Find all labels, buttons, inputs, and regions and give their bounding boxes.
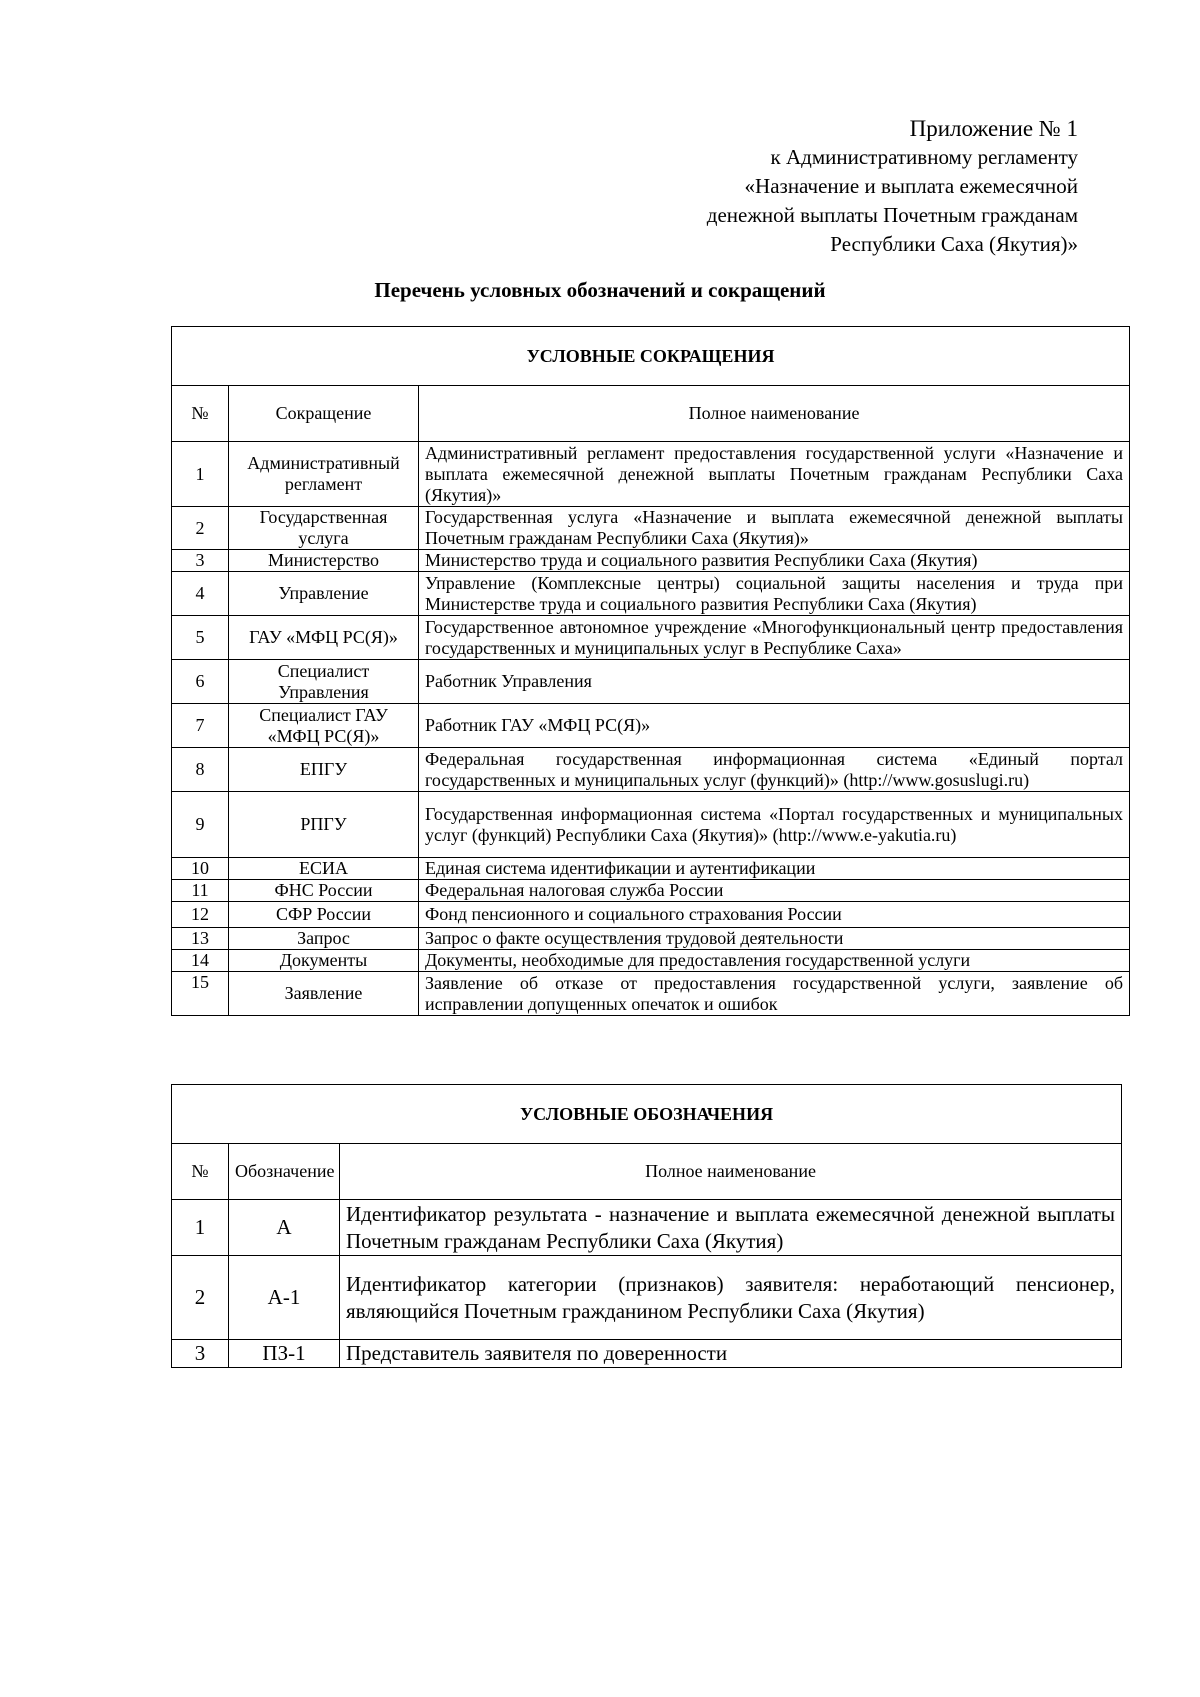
row-full-name: Идентификатор результата - назначение и выплата ежемесячной денежной выплаты Почетным гражданам Республики Саха (Якутия)	[340, 1200, 1122, 1256]
table-row	[172, 704, 1130, 748]
row-full-name: Государственная услуга «Назначение и выплата ежемесячной денежной выплаты Почетным гражданам Республики Саха (Якутия)»	[419, 507, 1130, 550]
table-row	[172, 442, 1130, 507]
row-full-name: Работник ГАУ «МФЦ РС(Я)»	[419, 704, 1130, 748]
table-row	[172, 1256, 1122, 1340]
row-number: 7	[172, 704, 229, 748]
table-row	[172, 792, 1130, 858]
row-abbreviation: Запрос	[229, 928, 419, 950]
table-row	[172, 660, 1130, 704]
header-line: к Административному регламенту	[770, 145, 1078, 169]
row-full-name: Министерство труда и социального развития Республики Саха (Якутия)	[419, 550, 1130, 572]
document-title: Перечень условных обозначений и сокращений	[374, 278, 826, 302]
table-row	[172, 616, 1130, 660]
table-row	[172, 880, 1130, 902]
table-row	[172, 902, 1130, 928]
header-line: денежной выплаты Почетным гражданам	[706, 203, 1078, 227]
row-number: 8	[172, 748, 229, 792]
table-row	[172, 748, 1130, 792]
table-column-headers	[172, 386, 1130, 442]
row-abbreviation: ЕПГУ	[229, 748, 419, 792]
row-number: 10	[172, 858, 229, 880]
table-row	[172, 1200, 1122, 1256]
row-number: 4	[172, 572, 229, 616]
row-full-name: Федеральная государственная информационная система «Единый портал государственных и муниципальных услуг (функций)» (http://www.gosuslugi.ru)	[419, 748, 1130, 792]
row-number: 5	[172, 616, 229, 660]
table-row	[172, 1340, 1122, 1368]
row-number: 15	[172, 972, 229, 1016]
header-line: «Назначение и выплата ежемесячной	[744, 174, 1078, 198]
row-full-name: Федеральная налоговая служба России	[419, 880, 1130, 902]
header-line: Приложение № 1	[909, 116, 1078, 141]
row-abbreviation: Специалист Управления	[229, 660, 419, 704]
table-row	[172, 572, 1130, 616]
row-full-name: Идентификатор категории (признаков) заявителя: неработающий пенсионер, являющийся Почетным гражданином Республики Саха (Якутия)	[340, 1256, 1122, 1340]
row-full-name: Государственное автономное учреждение «Многофункциональный центр предоставления государственных и муниципальных услуг в Республике Саха»	[419, 616, 1130, 660]
column-header-number: №	[172, 386, 229, 442]
row-full-name: Запрос о факте осуществления трудовой деятельности	[419, 928, 1130, 950]
row-abbreviation: Заявление	[229, 972, 419, 1016]
column-header-designation: Обозначение	[229, 1144, 340, 1200]
row-abbreviation: ЕСИА	[229, 858, 419, 880]
row-abbreviation: Документы	[229, 950, 419, 972]
row-full-name: Фонд пенсионного и социального страхования России	[419, 902, 1130, 928]
row-number: 6	[172, 660, 229, 704]
table-column-headers	[172, 1144, 1122, 1200]
row-abbreviation: ПЗ-1	[229, 1340, 340, 1368]
row-number: 3	[172, 550, 229, 572]
row-abbreviation: Управление	[229, 572, 419, 616]
row-full-name: Представитель заявителя по доверенности	[340, 1340, 1122, 1368]
row-number: 11	[172, 880, 229, 902]
appendix-header	[558, 114, 1078, 259]
row-full-name: Административный регламент предоставления государственной услуги «Назначение и выплата ежемесячной денежной выплаты Почетным гражданам Республики Саха (Якутия)»	[419, 442, 1130, 507]
row-abbreviation: А-1	[229, 1256, 340, 1340]
abbreviations-table	[171, 326, 1130, 1016]
row-abbreviation: ГАУ «МФЦ РС(Я)»	[229, 616, 419, 660]
row-full-name: Заявление об отказе от предоставления государственной услуги, заявление об исправлении допущенных опечаток и ошибок	[419, 972, 1130, 1016]
row-number: 12	[172, 902, 229, 928]
table-row	[172, 858, 1130, 880]
column-header-full-name: Полное наименование	[340, 1144, 1122, 1200]
section-title: УСЛОВНЫЕ СОКРАЩЕНИЯ	[172, 327, 1130, 386]
row-full-name: Документы, необходимые для предоставления государственной услуги	[419, 950, 1130, 972]
row-full-name: Единая система идентификации и аутентификации	[419, 858, 1130, 880]
row-abbreviation: ФНС России	[229, 880, 419, 902]
column-header-abbreviation: Сокращение	[229, 386, 419, 442]
row-abbreviation: Государственная услуга	[229, 507, 419, 550]
row-abbreviation: Министерство	[229, 550, 419, 572]
row-full-name: Управление (Комплексные центры) социальной защиты населения и труда при Министерстве труда и социального развития Республики Саха (Якутия)	[419, 572, 1130, 616]
row-number: 1	[172, 1200, 229, 1256]
table-row	[172, 507, 1130, 550]
row-number: 3	[172, 1340, 229, 1368]
table-row	[172, 950, 1130, 972]
table-section-header-row	[172, 327, 1130, 386]
column-header-number: №	[172, 1144, 229, 1200]
header-line: Республики Саха (Якутия)»	[830, 232, 1078, 256]
row-number: 9	[172, 792, 229, 858]
table-row	[172, 550, 1130, 572]
section-title: УСЛОВНЫЕ ОБОЗНАЧЕНИЯ	[172, 1085, 1122, 1144]
row-full-name: Государственная информационная система «Портал государственных и муниципальных услуг (функций) Республики Саха (Якутия)» (http://www.e-yakutia.ru)	[419, 792, 1130, 858]
row-abbreviation: РПГУ	[229, 792, 419, 858]
row-number: 2	[172, 507, 229, 550]
symbols-table	[171, 1084, 1122, 1368]
row-number: 2	[172, 1256, 229, 1340]
row-abbreviation: А	[229, 1200, 340, 1256]
row-full-name: Работник Управления	[419, 660, 1130, 704]
row-number: 14	[172, 950, 229, 972]
column-header-full-name: Полное наименование	[419, 386, 1130, 442]
table-row	[172, 972, 1130, 1016]
row-number: 1	[172, 442, 229, 507]
row-abbreviation: Административный регламент	[229, 442, 419, 507]
row-number: 13	[172, 928, 229, 950]
table-section-header-row	[172, 1085, 1122, 1144]
row-abbreviation: СФР России	[229, 902, 419, 928]
table-row	[172, 928, 1130, 950]
row-abbreviation: Специалист ГАУ «МФЦ РС(Я)»	[229, 704, 419, 748]
